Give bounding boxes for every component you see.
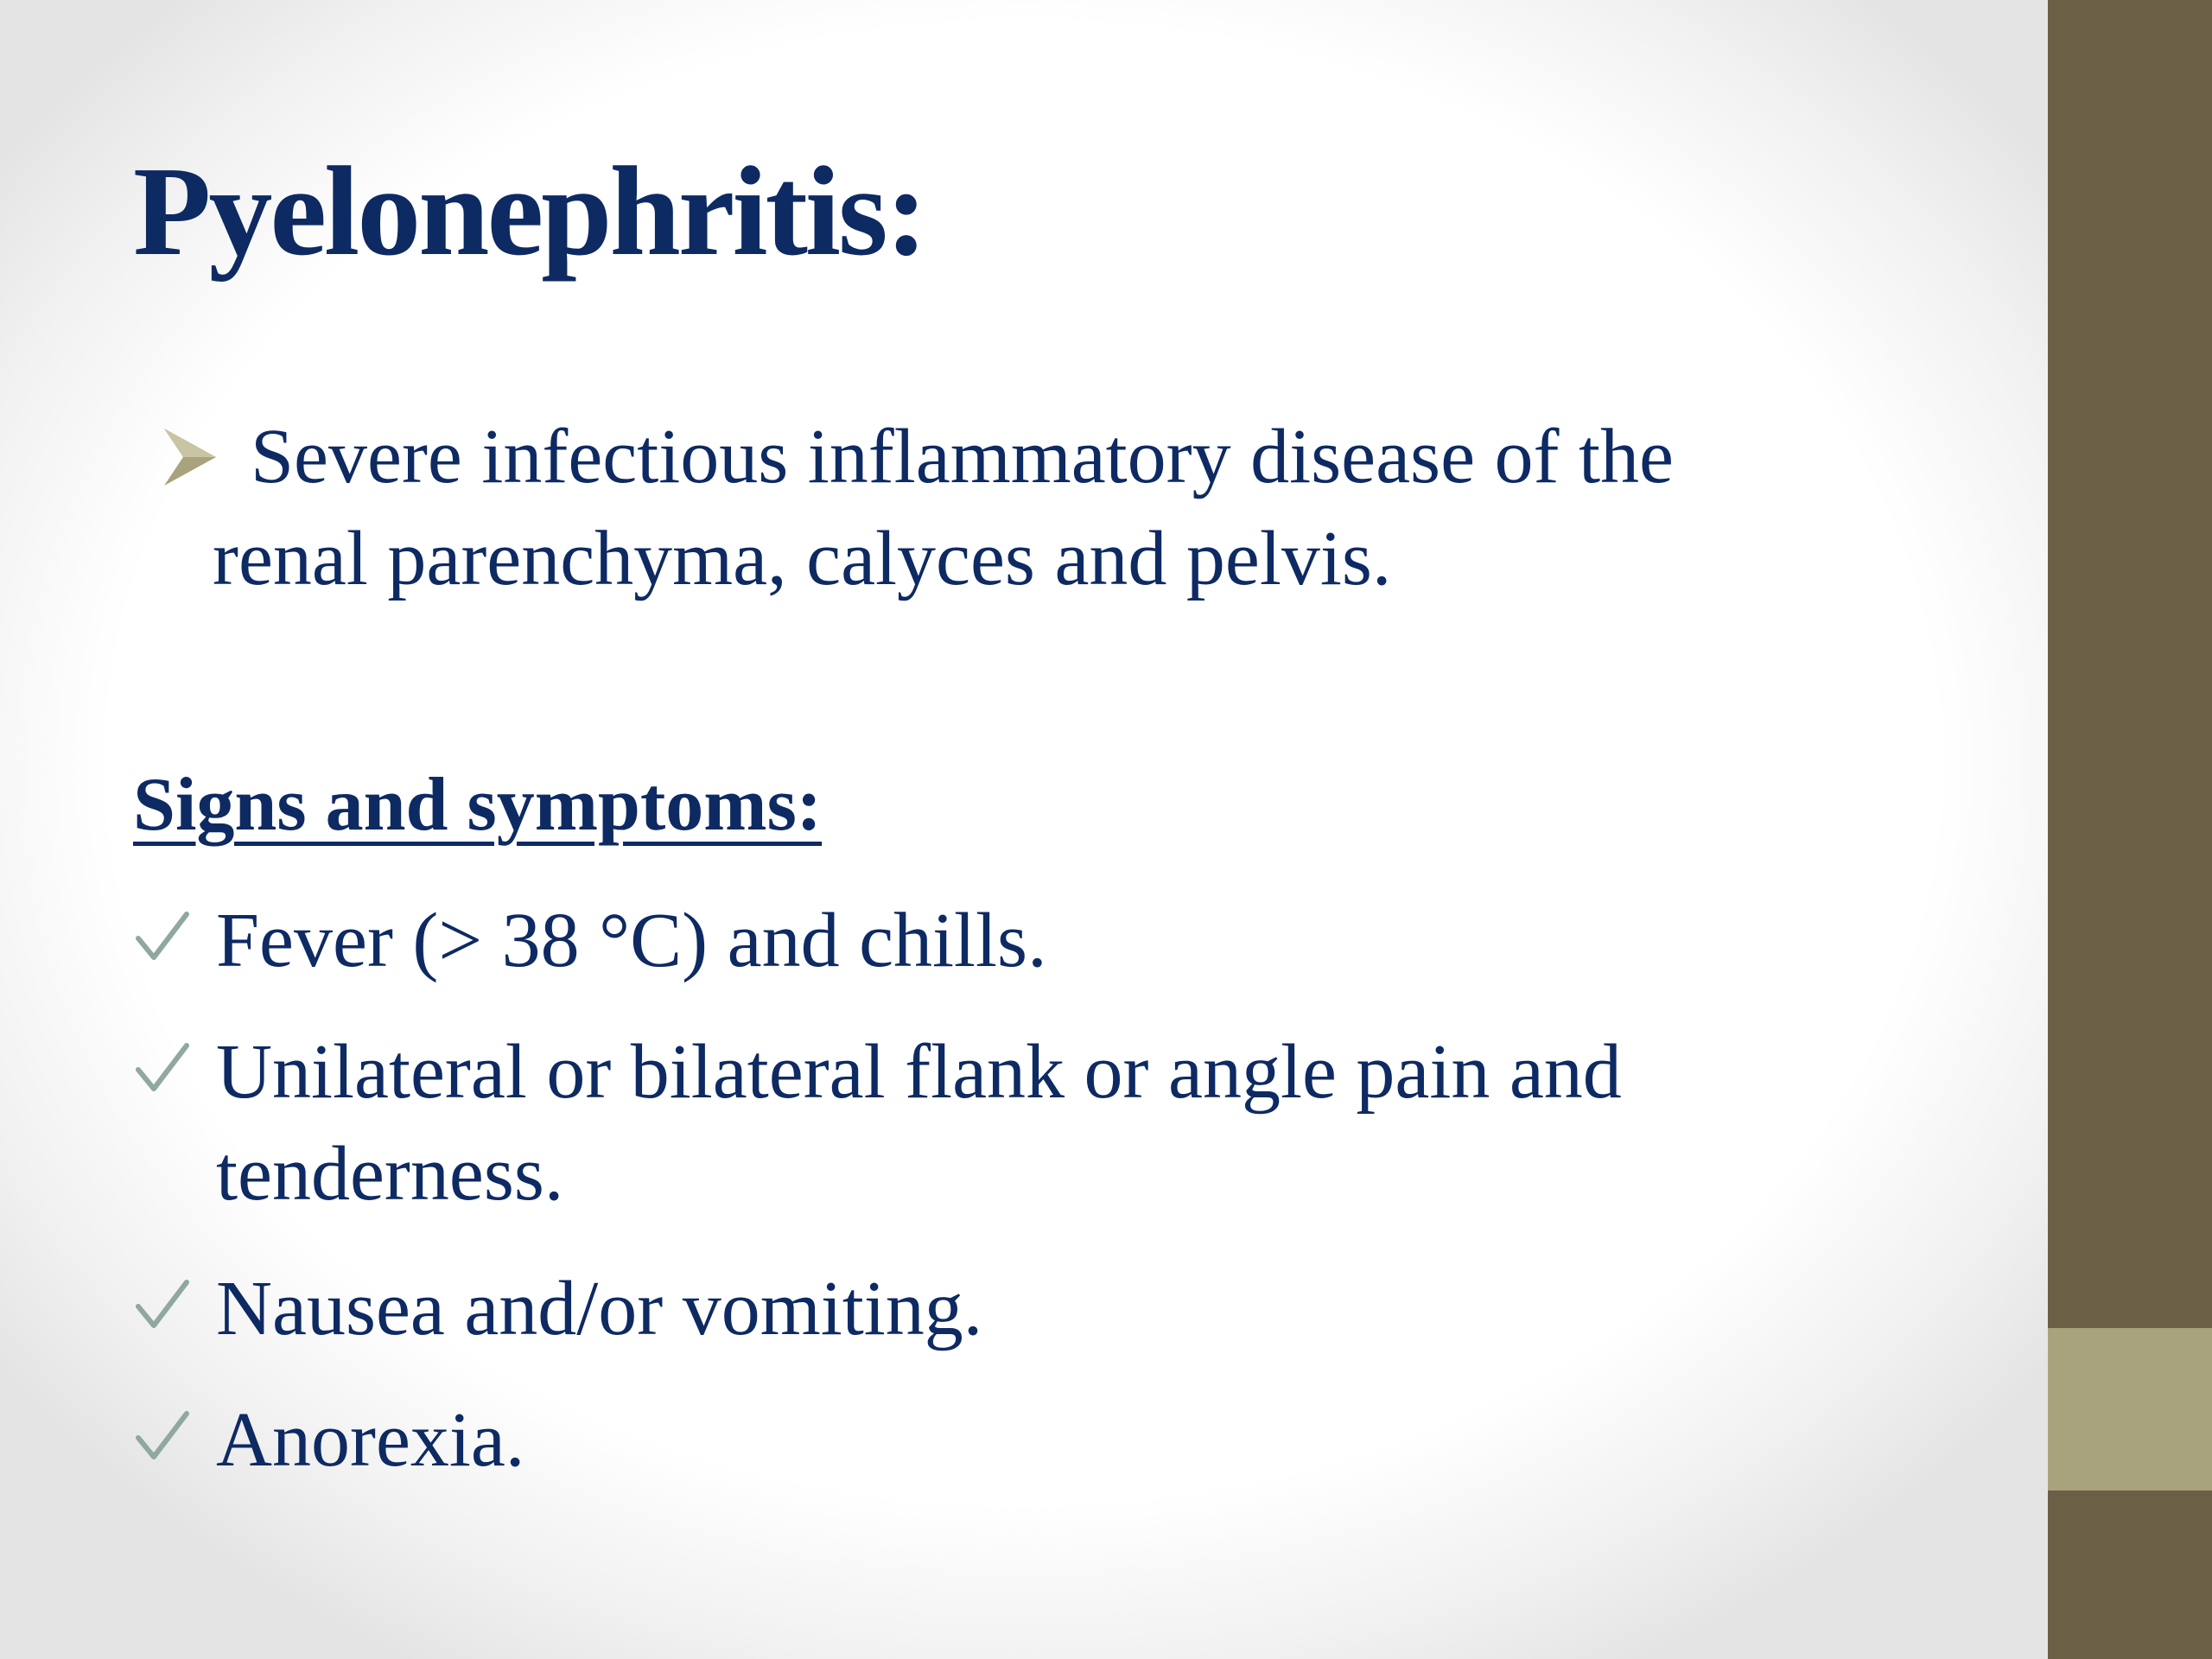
symptom-line: Anorexia. [216, 1397, 525, 1483]
arrowhead-bullet-icon [164, 429, 216, 486]
slide-title: Pyelonephritis: [133, 141, 925, 283]
checkmark-icon [135, 911, 190, 963]
intro-line-1: Severe infectious inflammatory disease of the [251, 414, 1674, 499]
symptom-label [216, 890, 1987, 992]
symptom-label [216, 1021, 1987, 1225]
symptom-label [216, 1389, 1987, 1491]
checkmark-icon [135, 1042, 190, 1094]
symptom-line: Fever (> 38 °C) and chills. [216, 898, 1047, 983]
symptom-line: Nausea and/or vomiting. [216, 1266, 983, 1351]
symptom-line: Unilateral or bilateral flank or angle pain and [216, 1029, 1622, 1115]
checkmark-icon [135, 1410, 190, 1462]
signs-heading: Signs and symptoms: [133, 763, 823, 847]
intro-line-2: renal parenchyma, calyces and pelvis. [213, 516, 1392, 601]
checkmark-icon [135, 1279, 190, 1331]
symptom-line: tenderness. [216, 1131, 564, 1217]
sidebar-accent-band [2048, 1328, 2212, 1491]
symptom-label [216, 1258, 1987, 1360]
